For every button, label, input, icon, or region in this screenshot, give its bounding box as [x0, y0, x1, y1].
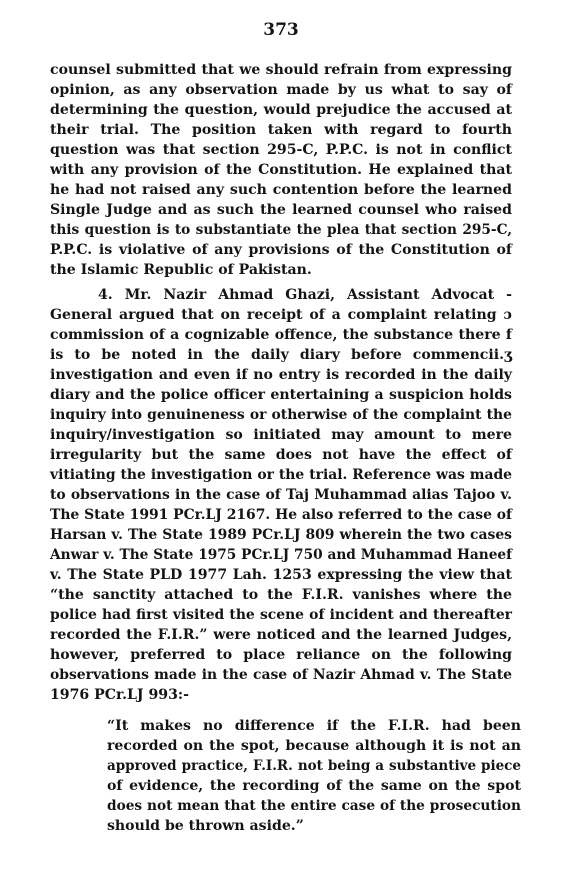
text-line: Harsan v. The State 1989 PCr.LJ 809 wherein the two cases — [50, 527, 512, 543]
text-line: observations made in the case of Nazir Ahmad v. The State — [50, 667, 512, 683]
text-line: inquiry into genuineness or otherwise of the complaint the — [50, 407, 512, 423]
text-line: opinion, as any observation made by us what to say of — [50, 82, 512, 98]
text-line: he had not raised any such contention before the learned — [50, 182, 512, 198]
text-line: determining the question, would prejudice the accused at — [50, 102, 512, 118]
quote-line: of evidence, the recording of the same on the spot — [107, 778, 521, 794]
text-line: with any provision of the Constitution. He explained that — [50, 162, 512, 178]
quote-line: recorded on the spot, because although it is not an — [107, 738, 521, 754]
text-line: Anwar v. The State 1975 PCr.LJ 750 and Muhammad Haneef — [50, 547, 512, 563]
text-line: vitiating the investigation or the trial. Reference was made — [50, 467, 512, 483]
text-line: police had first visited the scene of incident and thereafter — [50, 607, 512, 623]
quote-line: “It makes no difference if the F.I.R. had been — [107, 718, 521, 734]
text-line: recorded the F.I.R.” were noticed and the learned Judges, — [50, 627, 512, 643]
quote-line: approved practice, F.I.R. not being a substantive piece — [107, 758, 521, 774]
text-line: “the sanctity attached to the F.I.R. vanishes where the — [50, 587, 512, 603]
text-line: Single Judge and as such the learned counsel who raised — [50, 202, 512, 218]
text-line: however, preferred to place reliance on the following — [50, 647, 512, 663]
quote-line: does not mean that the entire case of the prosecution — [107, 798, 521, 814]
text-line: their trial. The position taken with regard to fourth — [50, 122, 512, 138]
text-line: is to be noted in the daily diary before commencii.ʒ — [50, 347, 512, 363]
text-line: inquiry/investigation so initiated may amount to mere — [50, 427, 512, 443]
text-line: P.P.C. is violative of any provisions of the Constitution of — [50, 242, 512, 258]
text-line: this question is to substantiate the plea that section 295-C, — [50, 222, 512, 238]
page-number: 373 — [263, 20, 299, 40]
text-line: investigation and even if no entry is recorded in the daily — [50, 367, 512, 383]
text-line: to observations in the case of Taj Muhammad alias Tajoo v. — [50, 487, 512, 503]
text-line: v. The State PLD 1977 Lah. 1253 expressing the view that — [50, 567, 512, 583]
text-line: diary and the police officer entertaining a suspicion holds — [50, 387, 512, 403]
text-line: the Islamic Republic of Pakistan. — [50, 262, 312, 278]
text-line: General argued that on receipt of a complaint relating ɔ — [50, 307, 512, 323]
text-line: irregularity but the same does not have the effect of — [50, 447, 512, 463]
quote-line: should be thrown aside.” — [107, 818, 304, 834]
text-line: The State 1991 PCr.LJ 2167. He also referred to the case of — [50, 507, 512, 523]
text-line: 4. Mr. Nazir Ahmad Ghazi, Assistant Advocat - — [98, 287, 512, 303]
text-line: question was that section 295-C, P.P.C. is not in conflict — [50, 142, 512, 158]
text-line: commission of a cognizable offence, the substance there f — [50, 327, 512, 343]
text-line: counsel submitted that we should refrain from expressing — [50, 62, 512, 78]
text-line: 1976 PCr.LJ 993:- — [50, 687, 189, 703]
